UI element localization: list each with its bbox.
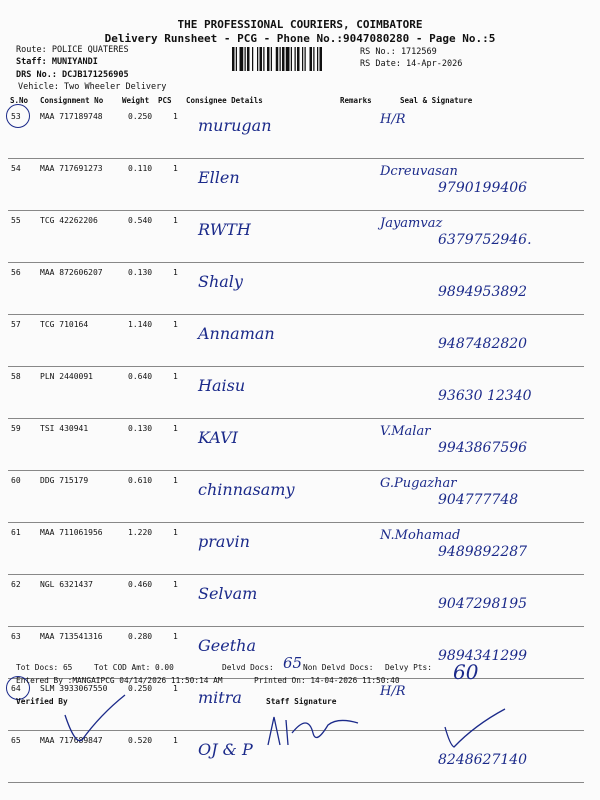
row-serial-number: 57 xyxy=(11,320,21,329)
row-serial-number: 54 xyxy=(11,164,21,173)
row-pieces: 1 xyxy=(173,424,178,433)
table-row xyxy=(8,574,584,627)
row-consignee-handwritten: pravin xyxy=(198,532,250,551)
row-consignment-number: DDG 715179 xyxy=(40,476,89,485)
col-consignment: Consignment No xyxy=(40,96,104,105)
table-row xyxy=(8,522,584,575)
row-serial-number: 62 xyxy=(11,580,21,589)
row-weight: 0.610 xyxy=(128,476,153,485)
row-pieces: 1 xyxy=(173,372,178,381)
drs-label: DRS No.: DCJB171256905 xyxy=(16,70,129,80)
verified-signature-mark xyxy=(60,690,130,750)
table-row xyxy=(8,210,584,263)
row-serial-number: 64 xyxy=(11,684,21,693)
printed-on: Printed On: 14-04-2026 11:50:40 xyxy=(254,676,400,685)
table-row xyxy=(8,106,584,159)
row-weight: 1.220 xyxy=(128,528,153,537)
row-phone-handwritten: 9487482820 xyxy=(438,336,528,352)
row-consignee-handwritten: chinnasamy xyxy=(198,480,295,499)
row-consignee-handwritten: Haisu xyxy=(198,376,246,395)
table-row xyxy=(8,470,584,523)
delivery-points: Delvy Pts: xyxy=(385,663,432,672)
row-weight: 0.460 xyxy=(128,580,153,589)
row-pieces: 1 xyxy=(173,216,178,225)
row-weight: 0.110 xyxy=(128,164,153,173)
row-weight: 0.540 xyxy=(128,216,153,225)
row-consignment-number: MAA 717691273 xyxy=(40,164,103,173)
row-consignee-handwritten: murugan xyxy=(198,116,272,135)
row-pieces: 1 xyxy=(173,684,178,693)
rs-date: RS Date: 14-Apr-2026 xyxy=(360,59,463,69)
row-consignment-number: MAA 717689847 xyxy=(40,736,103,745)
row-phone-handwritten: 9790199406 xyxy=(438,180,528,196)
row-serial-number: 60 xyxy=(11,476,21,485)
delivered-docs: Delvd Docs: xyxy=(222,663,274,672)
row-serial-number: 63 xyxy=(11,632,21,641)
row-consignee-handwritten: Shaly xyxy=(198,272,243,291)
row-signature-handwritten: G.Pugazhar xyxy=(380,476,457,491)
row-serial-number: 61 xyxy=(11,528,21,537)
row-pieces: 1 xyxy=(173,112,178,121)
staff-signature-mark xyxy=(258,705,368,755)
row-consignee-handwritten: RWTH xyxy=(198,220,251,239)
table-row xyxy=(8,262,584,315)
row-consignee-handwritten: OJ & P xyxy=(198,740,253,759)
row-serial-number: 59 xyxy=(11,424,21,433)
row-pieces: 1 xyxy=(173,736,178,745)
table-row xyxy=(8,366,584,419)
row-serial-number: 53 xyxy=(11,112,21,121)
row-signature-handwritten: H/R xyxy=(380,684,406,699)
barcode xyxy=(232,47,354,71)
checkmark-sign xyxy=(440,705,510,755)
row-weight: 1.140 xyxy=(128,320,153,329)
row-pieces: 1 xyxy=(173,268,178,277)
row-signature-handwritten: Dcreuvasan xyxy=(380,164,458,179)
staff-label: Staff: MUNIYANDI xyxy=(16,57,98,67)
non-delivered-docs: Non Delvd Docs: xyxy=(303,663,374,672)
verified-by-label: Verified By xyxy=(16,697,68,706)
row-consignment-number: MAA 717189748 xyxy=(40,112,103,121)
delivered-docs-handwritten: 65 xyxy=(283,654,303,672)
row-weight: 0.280 xyxy=(128,632,153,641)
row-phone-handwritten: 9943867596 xyxy=(438,440,528,456)
row-pieces: 1 xyxy=(173,164,178,173)
row-pieces: 1 xyxy=(173,476,178,485)
row-phone-handwritten: 93630 12340 xyxy=(438,388,532,404)
row-serial-number: 56 xyxy=(11,268,21,277)
vehicle-label: Vehicle: Two Wheeler Delivery xyxy=(18,82,167,92)
row-pieces: 1 xyxy=(173,528,178,537)
delivery-points-handwritten: 60 xyxy=(453,660,479,684)
row-consignment-number: SLM 3933067550 xyxy=(40,684,108,693)
page-title: THE PROFESSIONAL COURIERS, COIMBATORE xyxy=(177,18,423,31)
row-phone-handwritten: 9489892287 xyxy=(438,544,528,560)
row-serial-number: 55 xyxy=(11,216,21,225)
table-row xyxy=(8,158,584,211)
col-pcs: PCS xyxy=(158,96,172,105)
entered-by: Entered By :MANGAIPCG 04/14/2026 11:50:14 AM xyxy=(16,676,223,685)
row-consignee-handwritten: mitra xyxy=(198,688,242,707)
row-consignee-handwritten: Geetha xyxy=(198,636,256,655)
row-consignee-handwritten: Annaman xyxy=(198,324,275,343)
row-consignment-number: MAA 872606207 xyxy=(40,268,103,277)
table-row xyxy=(8,314,584,367)
row-consignment-number: MAA 711061956 xyxy=(40,528,103,537)
total-docs: Tot Docs: 65 xyxy=(16,663,73,672)
row-phone-handwritten: 9047298195 xyxy=(438,596,528,612)
row-consignee-handwritten: Selvam xyxy=(198,584,258,603)
row-consignment-number: TCG 710164 xyxy=(40,320,89,329)
row-serial-number: 65 xyxy=(11,736,21,745)
row-pieces: 1 xyxy=(173,320,178,329)
staff-signature-label: Staff Signature xyxy=(266,697,337,706)
route-label: Route: POLICE QUATERES xyxy=(16,45,129,55)
row-phone-handwritten: 904777748 xyxy=(438,492,519,508)
row-pieces: 1 xyxy=(173,632,178,641)
col-consignee: Consignee Details xyxy=(186,96,263,105)
col-weight: Weight xyxy=(122,96,150,105)
row-signature-handwritten: H/R xyxy=(380,112,406,127)
table-row xyxy=(8,418,584,471)
row-consignment-number: PLN 2440091 xyxy=(40,372,93,381)
page-subtitle: Delivery Runsheet - PCG - Phone No.:9047080280 - Page No.:5 xyxy=(104,32,496,45)
rs-number: RS No.: 1712569 xyxy=(360,47,437,57)
row-consignee-handwritten: KAVI xyxy=(198,428,238,447)
row-weight: 0.520 xyxy=(128,736,153,745)
row-consignment-number: MAA 713541316 xyxy=(40,632,103,641)
row-phone-handwritten: 9894953892 xyxy=(438,284,528,300)
row-weight: 0.130 xyxy=(128,268,153,277)
row-weight: 0.130 xyxy=(128,424,153,433)
row-signature-handwritten: V.Malar xyxy=(380,424,431,439)
row-signature-handwritten: N.Mohamad xyxy=(380,528,461,543)
row-consignment-number: TSI 430941 xyxy=(40,424,89,433)
row-weight: 0.250 xyxy=(128,112,153,121)
row-phone-handwritten: 9894341299 xyxy=(438,648,528,664)
col-sno: S.No xyxy=(10,96,29,105)
row-phone-handwritten: 8248627140 xyxy=(438,752,528,768)
serial-circle-mark xyxy=(6,104,30,128)
row-signature-handwritten: Jayamvaz xyxy=(380,216,443,231)
col-seal-signature: Seal & Signature xyxy=(400,96,473,105)
row-consignment-number: NGL 6321437 xyxy=(40,580,93,589)
row-weight: 0.250 xyxy=(128,684,153,693)
row-weight: 0.640 xyxy=(128,372,153,381)
total-cod: Tot COD Amt: 0.00 xyxy=(94,663,174,672)
row-pieces: 1 xyxy=(173,580,178,589)
row-consignment-number: TCG 42262206 xyxy=(40,216,98,225)
row-phone-handwritten: 6379752946. xyxy=(438,232,532,248)
row-serial-number: 58 xyxy=(11,372,21,381)
row-consignee-handwritten: Ellen xyxy=(198,168,240,187)
col-remarks: Remarks xyxy=(340,96,372,105)
